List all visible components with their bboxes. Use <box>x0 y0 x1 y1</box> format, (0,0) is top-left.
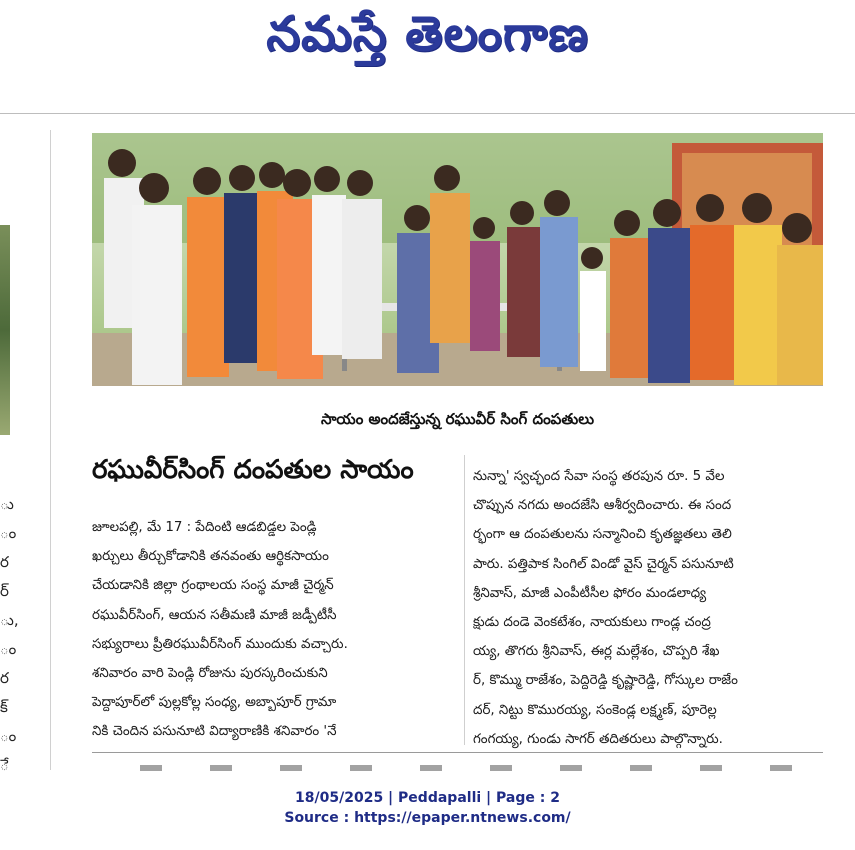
body-line: ఖర్చులు తీర్చుకోడానికి తనవంతు ఆర్థికసాయం <box>92 549 329 565</box>
fragment-line: ర <box>0 669 9 687</box>
newspaper-logo: నమస్తే తెలంగాణ <box>266 6 589 62</box>
fragment-line: ం <box>0 640 17 658</box>
body-line: శనివారం వారి పెండ్లి రోజును పురస్కరించుకుని <box>92 666 328 682</box>
body-line: క్షుడు దండె వెంకటేశం, నాయకులు గాండ్ల చంద్ర <box>473 615 711 631</box>
body-line: చేయడానికి జిల్లా గ్రంథాలయ సంస్థ మాజీ చైర్మన్ <box>92 578 334 594</box>
fragment-line: ం <box>0 727 17 745</box>
news-photo <box>92 133 823 386</box>
fragment-line: ర్ <box>0 582 9 600</box>
body-line: చొప్పున నగదు అందజేసి ఆశీర్వదించారు. ఈ సంద <box>473 498 732 514</box>
body-line: నికి చెందిన పసునూటి విద్యారాణికి శనివారం 'నే <box>92 724 337 740</box>
fragment-line: ు, <box>0 611 19 629</box>
top-divider <box>0 113 855 114</box>
next-article-cutoff <box>140 765 820 771</box>
body-line: నున్నా' స్వచ్ఛంద సేవా సంస్థ తరపున రూ. 5 వేల <box>473 469 725 484</box>
fragment-line: క్ <box>0 698 8 716</box>
body-line: పారు. పత్తిపాక సింగిల్ విండో వైస్ చైర్మన్ పసునూటి <box>473 556 734 572</box>
source-link[interactable]: Source : https://epaper.ntnews.com/ <box>284 810 571 826</box>
body-line: ర్భంగా ఆ దంపతులను సన్మానించి కృతజ్ఞతలు తెలి <box>473 527 732 543</box>
fragment-line: ు <box>0 495 14 513</box>
adjacent-article-fragment <box>0 490 19 780</box>
article-body-right <box>473 462 843 754</box>
body-line: సభ్యురాలు ప్రీతిరఘువీర్‌సింగ్ ముందుకు వచ్చారు. <box>92 636 348 652</box>
body-line: య్య, తొగరు శ్రీనివాస్, ఈర్ల మల్లేశం, చొప్పరి శేఖ <box>473 644 720 660</box>
body-line: పెద్దాపూర్‌లో పుల్లకోల్ల సంధ్య, అబ్బాపూర్ గ్రామా <box>92 695 337 711</box>
page-footer <box>0 788 855 828</box>
fragment-line: ం <box>0 524 17 542</box>
edition-info: 18/05/2025 | Peddapalli | Page : 2 <box>295 790 560 806</box>
group-photo-illustration <box>92 133 823 386</box>
article-body-left <box>92 513 462 747</box>
body-line: శ్రీనివాస్, మాజీ ఎంపీటీసీల ఫోరం మండలాధ్య <box>473 585 707 601</box>
column-divider <box>50 130 51 770</box>
bottom-divider <box>92 752 823 753</box>
body-line: గంగయ్య, గుండు సాగర్ తదితరులు పాల్గొన్నారు. <box>473 731 723 747</box>
photo-caption: సాయం అందజేస్తున్న రఘువీర్ సింగ్ దంపతులు <box>320 410 595 428</box>
body-line: రఘువీర్‌సింగ్, ఆయన సతీమణి మాజీ జడ్పీటీసీ <box>92 607 337 623</box>
fragment-line: ే <box>0 756 9 774</box>
article-headline: రఘువీర్‌సింగ్ దంపతుల సాయం <box>92 455 414 485</box>
body-line: ర్, కొమ్ము రాజేశం, పెద్దిరెడ్డి కృష్ణారెడ్డి, గోస్కుల రాజేం <box>473 673 738 689</box>
body-line: దర్, నిట్టు కొమురయ్య, సంకెండ్ల లక్ష్మణ్, పూరెల్ల <box>473 702 717 718</box>
adjacent-photo-edge <box>0 225 10 435</box>
body-line: జూలపల్లి, మే 17 : పేదింటి ఆడబిడ్డల పెండ్లి <box>92 520 317 535</box>
fragment-line: ర <box>0 553 9 571</box>
masthead <box>0 0 855 80</box>
text-column-separator <box>464 455 465 745</box>
